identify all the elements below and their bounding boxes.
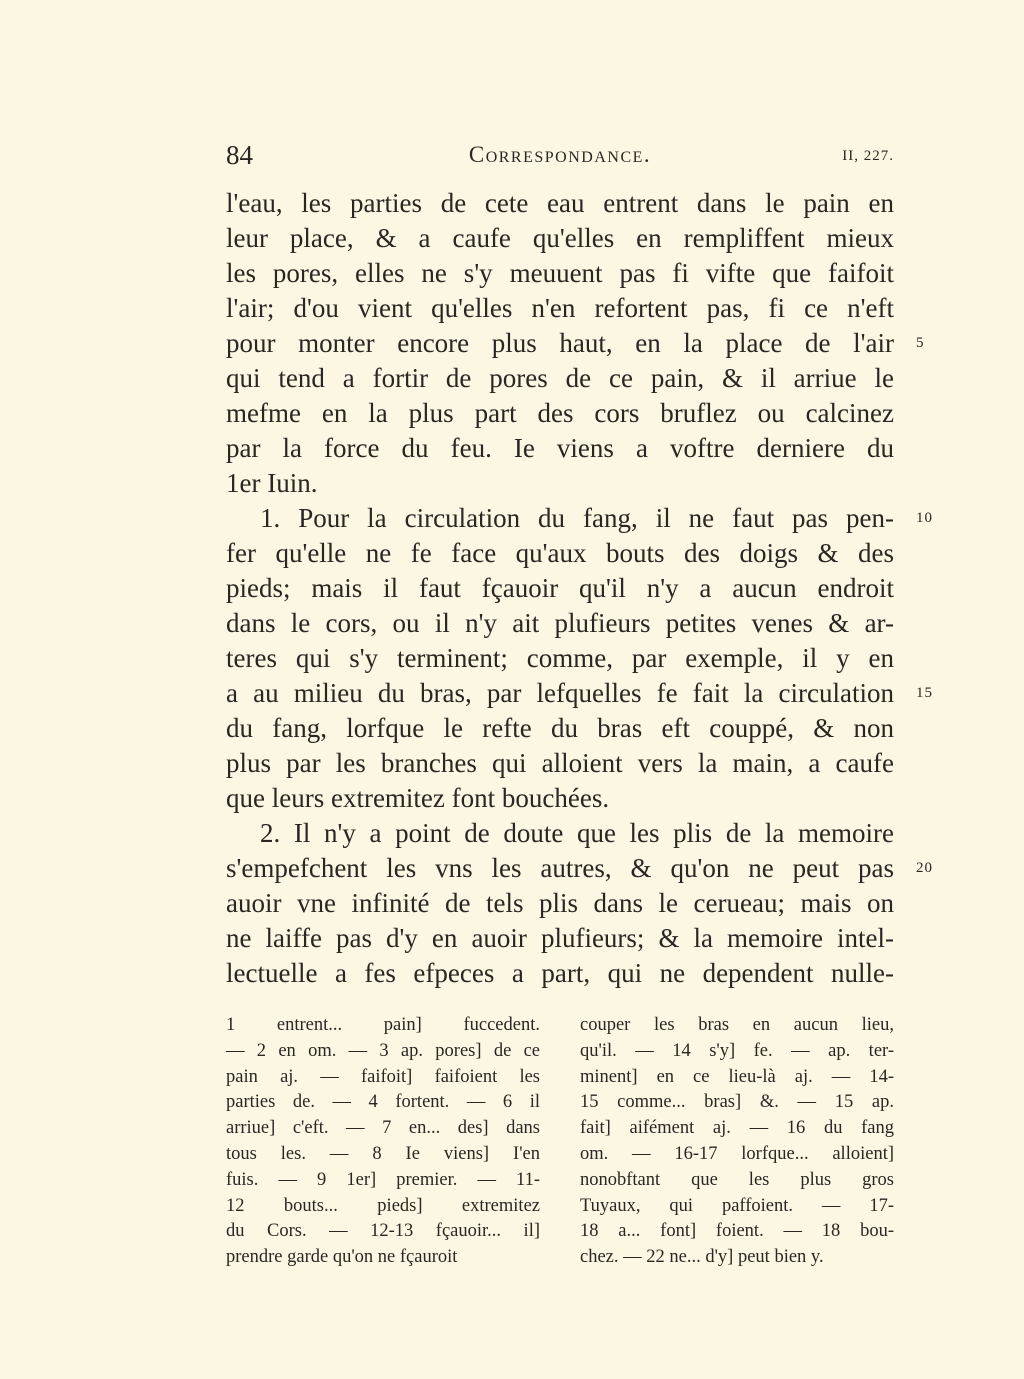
text-line-content: ne laiffe pas d'y en auoir plufieurs; & la memoire intel- bbox=[226, 923, 894, 953]
text-line-content: teres qui s'y terminent; comme, par exemple, il y en bbox=[226, 643, 894, 673]
text-line bbox=[226, 361, 894, 396]
line-number: 10 bbox=[916, 510, 933, 526]
text-line bbox=[226, 921, 894, 956]
text-line bbox=[226, 886, 894, 921]
line-number: 5 bbox=[916, 335, 925, 351]
footnote-line: minent] en ce lieu-là aj. — 14- bbox=[580, 1066, 894, 1087]
footnotes-right-column bbox=[580, 1013, 894, 1271]
text-line-content: par la force du feu. Ie viens a voftre derniere du bbox=[226, 433, 894, 463]
text-line bbox=[226, 641, 894, 676]
footnote-line: qu'il. — 14 s'y] fe. — ap. ter- bbox=[580, 1040, 894, 1061]
text-line bbox=[226, 606, 894, 641]
footnote-line: parties de. — 4 fortent. — 6 il bbox=[226, 1092, 540, 1113]
text-line bbox=[226, 816, 894, 851]
text-line bbox=[226, 851, 933, 886]
text-line-content: qui tend a fortir de pores de ce pain, & il arriue le bbox=[226, 363, 894, 393]
text-line-content: auoir vne infinité de tels plis dans le cerueau; mais on bbox=[226, 888, 894, 918]
text-line-content: l'eau, les parties de cete eau entrent dans le pain en bbox=[226, 188, 894, 218]
text-line bbox=[226, 221, 894, 256]
text-line bbox=[226, 466, 894, 501]
text-line-content: fer qu'elle ne fe face qu'aux bouts des doigs & des bbox=[226, 538, 894, 568]
text-line-content: 1er Iuin. bbox=[226, 468, 318, 498]
footnote-line: 18 a... font] foient. — 18 bou- bbox=[580, 1221, 894, 1242]
text-line bbox=[226, 256, 894, 291]
footnote-line: om. — 16-17 lorfque... alloient] bbox=[580, 1143, 894, 1164]
line-number: 20 bbox=[916, 860, 933, 876]
footnote-line: fait] aifément aj. — 16 du fang bbox=[580, 1118, 894, 1139]
line-number: 15 bbox=[916, 685, 933, 701]
text-line bbox=[226, 431, 894, 466]
text-line bbox=[226, 536, 894, 571]
text-line-content: pour monter encore plus haut, en la place de l'air bbox=[226, 328, 894, 358]
text-line bbox=[226, 676, 933, 711]
text-line-content: du fang, lorfque le refte du bras eft couppé, & non bbox=[226, 713, 894, 743]
page-number: 84 bbox=[226, 140, 253, 170]
footnote-line: nonobftant que les plus gros bbox=[580, 1169, 894, 1190]
text-line-content: 1. Pour la circulation du fang, il ne faut pas pen- bbox=[260, 503, 894, 533]
text-line bbox=[226, 186, 894, 221]
text-line-content: 2. Il n'y a point de doute que les plis de la memoire bbox=[260, 818, 894, 848]
volume-reference: II, 227. bbox=[842, 148, 894, 164]
text-line-content: mefme en la plus part des cors bruflez ou calcinez bbox=[226, 398, 894, 428]
running-head bbox=[226, 138, 894, 178]
footnote-line: chez. — 22 ne... d'y] peut bien y. bbox=[580, 1247, 824, 1268]
footnote-line: 1 entrent... pain] fuccedent. bbox=[226, 1015, 540, 1035]
text-line bbox=[226, 781, 894, 816]
text-line bbox=[226, 291, 894, 326]
text-line-content: leur place, & a caufe qu'elles en rempliffent mieux bbox=[226, 223, 894, 253]
footnote-line: fuis. — 9 1er] premier. — 11- bbox=[226, 1169, 540, 1190]
footnote-line: du Cors. — 12-13 fçauoir... il] bbox=[226, 1221, 540, 1242]
text-line-content: les pores, elles ne s'y meuuent pas fi vifte que faifoit bbox=[226, 258, 894, 288]
footnote-line: Tuyaux, qui paffoient. — 17- bbox=[580, 1195, 894, 1216]
main-text bbox=[226, 186, 933, 991]
text-line-content: a au milieu du bras, par lefquelles fe fait la circulation bbox=[226, 678, 894, 708]
text-line bbox=[226, 326, 925, 361]
text-line-content: s'empefchent les vns les autres, & qu'on ne peut pas bbox=[226, 853, 894, 883]
text-line bbox=[226, 746, 894, 781]
footnote-line: 12 bouts... pieds] extremitez bbox=[226, 1195, 540, 1216]
text-line-content: dans le cors, ou il n'y ait plufieurs petites venes & ar- bbox=[226, 608, 894, 638]
footnote-line: tous les. — 8 Ie viens] I'en bbox=[226, 1143, 540, 1164]
footnote-line: 15 comme... bras] &. — 15 ap. bbox=[580, 1092, 894, 1113]
footnote-line: arriue] c'eft. — 7 en... des] dans bbox=[226, 1118, 540, 1139]
text-line bbox=[226, 396, 894, 431]
text-line bbox=[226, 956, 894, 991]
footnote-line: prendre garde qu'on ne fçauroit bbox=[226, 1247, 458, 1268]
text-line-content: que leurs extremitez font bouchées. bbox=[226, 783, 610, 813]
footnotes-left-column bbox=[226, 1013, 540, 1271]
footnote-line: — 2 en om. — 3 ap. pores] de ce bbox=[226, 1040, 540, 1061]
text-line bbox=[226, 711, 894, 746]
text-line-content: plus par les branches qui alloient vers la main, a caufe bbox=[226, 748, 894, 778]
footnote-line: couper les bras en aucun lieu, bbox=[580, 1015, 894, 1035]
text-line bbox=[226, 501, 933, 536]
text-line-content: l'air; d'ou vient qu'elles n'en refortent pas, fi ce n'eft bbox=[226, 293, 894, 323]
text-line bbox=[226, 571, 894, 606]
text-line-content: pieds; mais il faut fçauoir qu'il n'y a aucun endroit bbox=[226, 573, 894, 603]
running-title: Correspondance. bbox=[468, 142, 652, 167]
footnote-line: pain aj. — faifoit] faifoient les bbox=[226, 1066, 540, 1087]
text-line-content: lectuelle a fes efpeces a part, qui ne dependent nulle- bbox=[226, 958, 894, 988]
